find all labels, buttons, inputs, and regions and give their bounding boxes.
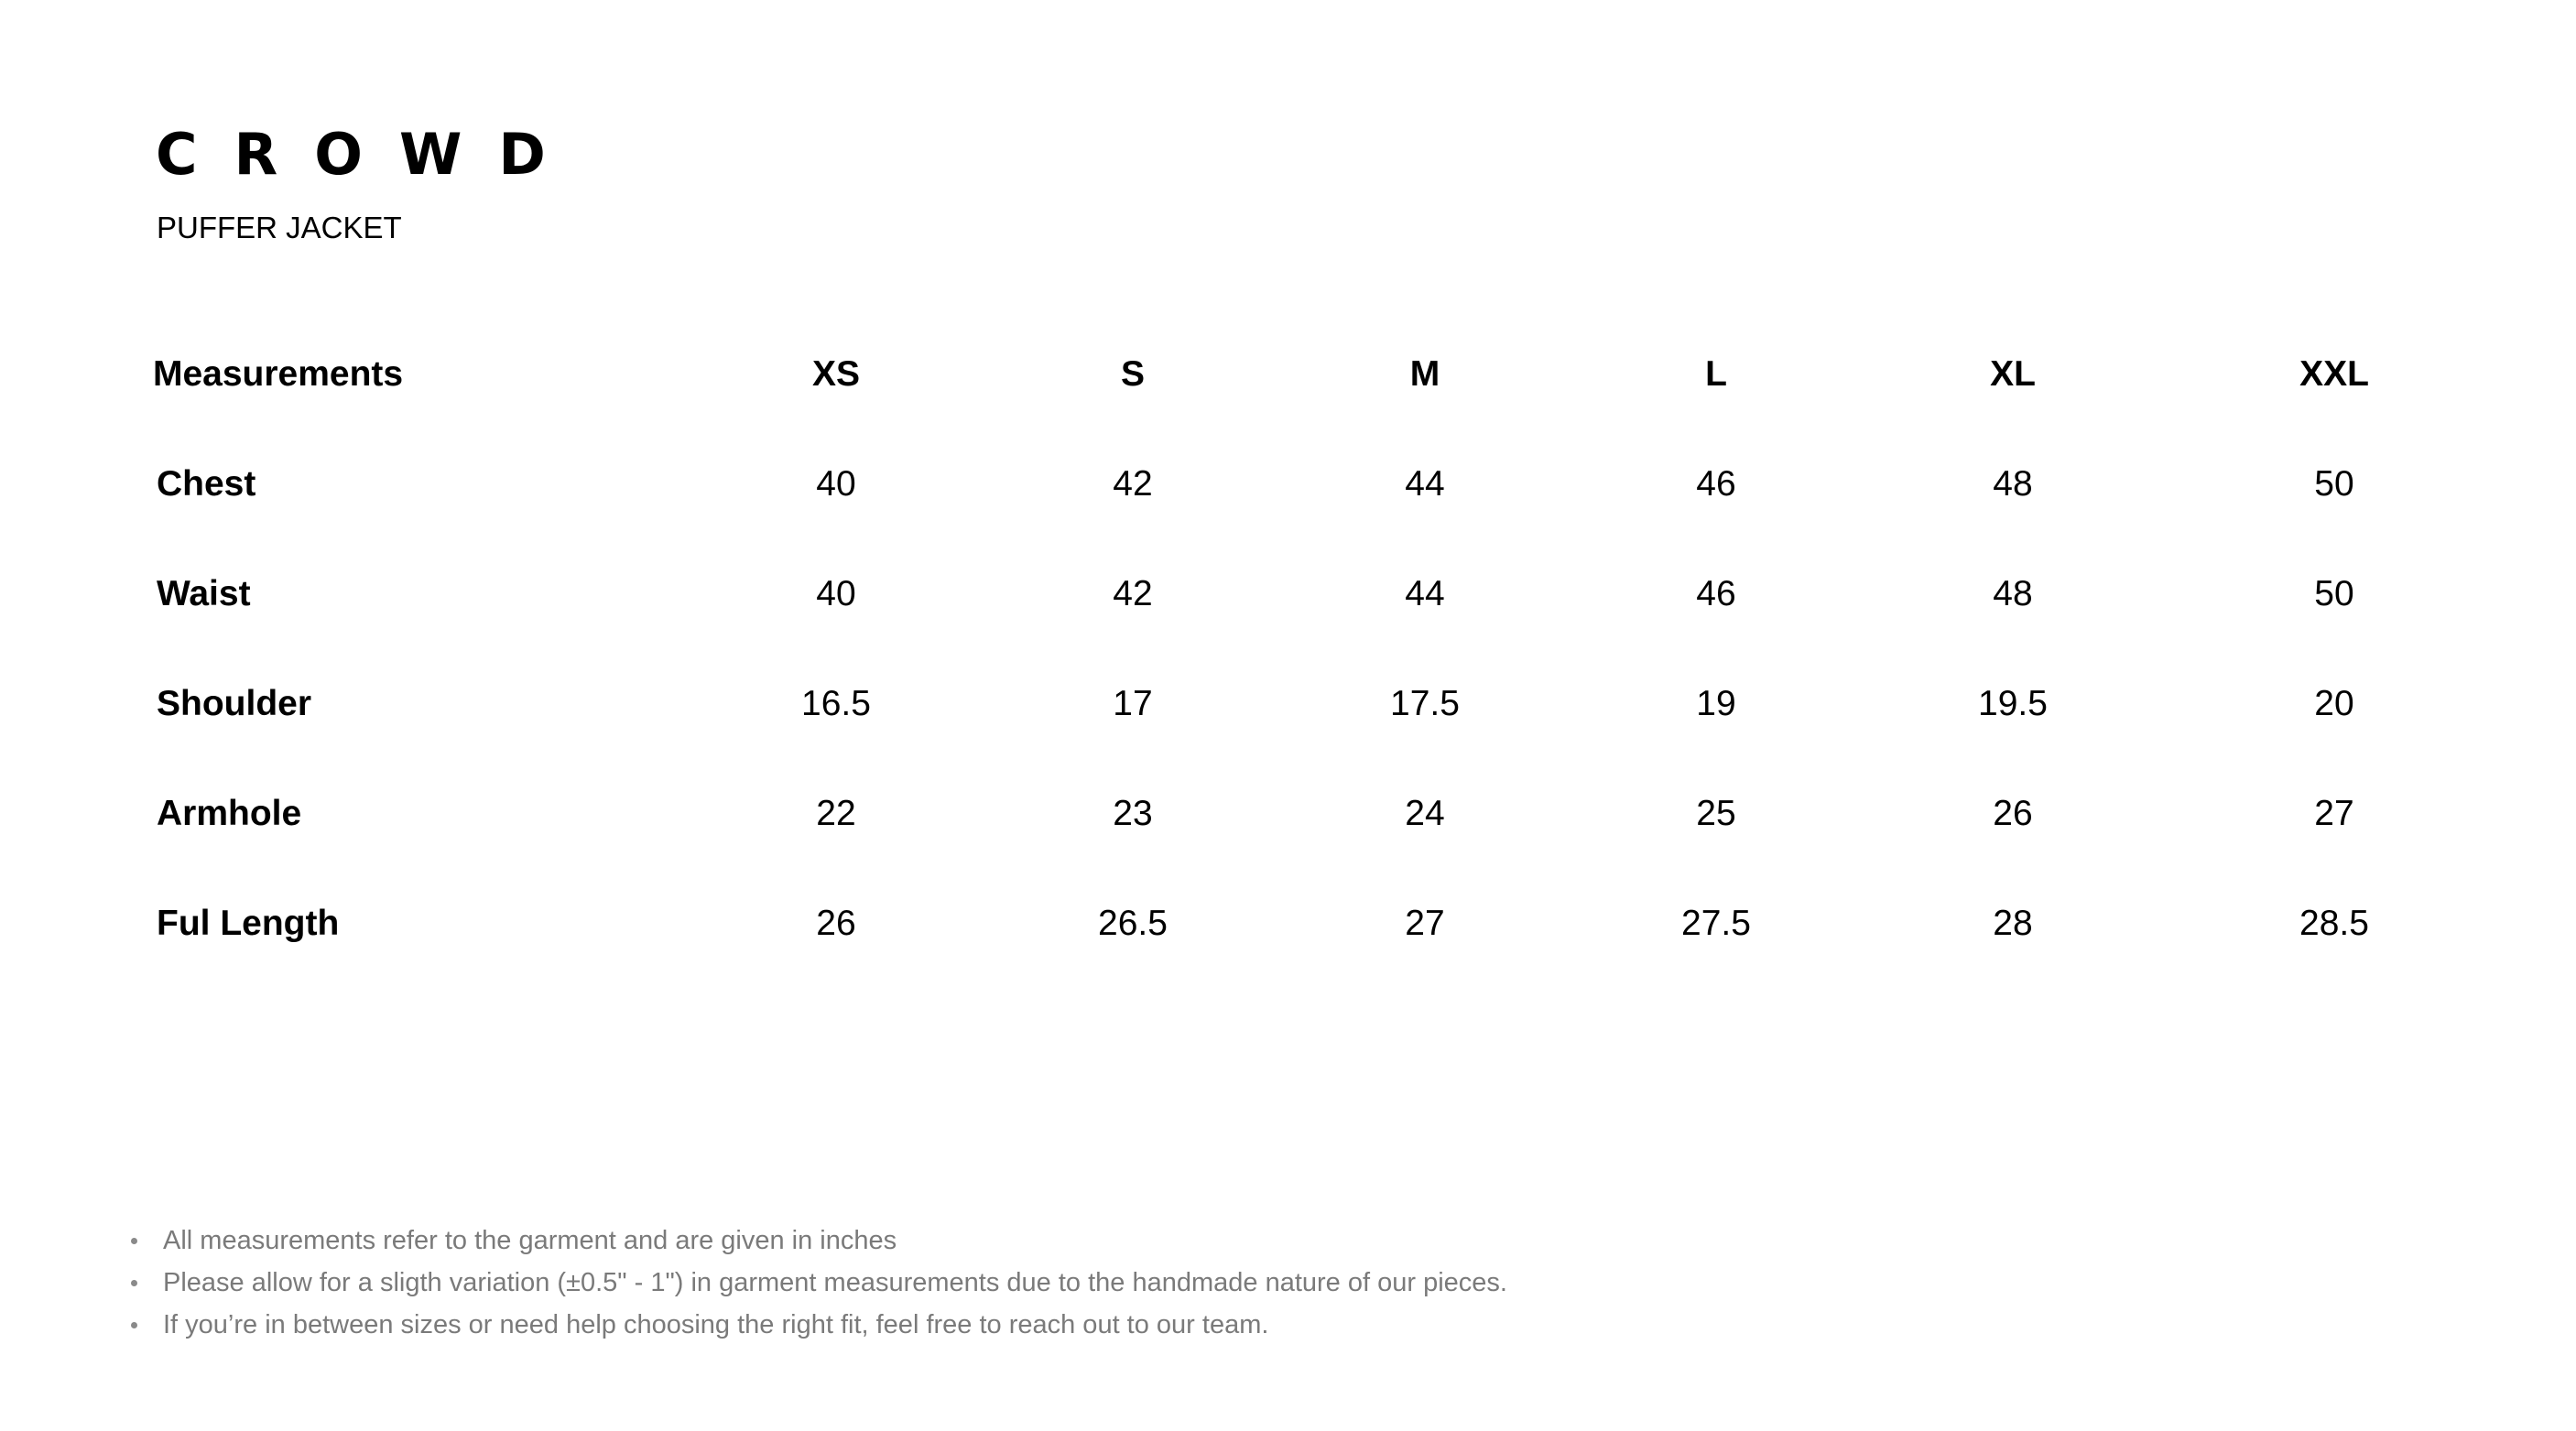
table-cell: 48 xyxy=(1993,574,2033,613)
row-label: Waist xyxy=(157,574,251,613)
table-cell: 27 xyxy=(2314,794,2354,833)
table-cell: 48 xyxy=(1993,464,2033,504)
table-cell: 22 xyxy=(816,794,856,833)
table-cell: 50 xyxy=(2314,574,2354,613)
row-label: Shoulder xyxy=(157,684,312,723)
bullet-icon xyxy=(131,1322,137,1328)
table-cell: 46 xyxy=(1696,574,1736,613)
bullet-icon xyxy=(131,1238,137,1244)
table-cell: 25 xyxy=(1696,794,1736,833)
sizing-notes-list xyxy=(128,1220,1507,1346)
table-cell: 40 xyxy=(816,464,856,504)
bullet-icon xyxy=(131,1280,137,1286)
table-row-waist xyxy=(0,567,2576,622)
row-label: Armhole xyxy=(157,794,302,833)
table-cell: 16.5 xyxy=(801,684,871,723)
table-cell: 50 xyxy=(2314,464,2354,504)
table-row-shoulder xyxy=(0,677,2576,732)
table-cell: 42 xyxy=(1113,464,1153,504)
size-header-m: M xyxy=(1409,354,1440,394)
table-cell: 28.5 xyxy=(2299,904,2369,943)
table-cell: 17 xyxy=(1113,684,1153,723)
table-cell: 19.5 xyxy=(1978,684,2048,723)
table-cell: 28 xyxy=(1993,904,2033,943)
list-item xyxy=(128,1262,1507,1304)
list-item xyxy=(128,1304,1507,1346)
table-cell: 24 xyxy=(1405,794,1445,833)
table-cell: 26 xyxy=(816,904,856,943)
table-header-row xyxy=(0,347,2576,402)
size-header-l: L xyxy=(1705,354,1727,394)
table-cell: 20 xyxy=(2314,684,2354,723)
measurements-header: Measurements xyxy=(153,354,404,394)
row-label: Ful Length xyxy=(157,904,340,943)
table-cell: 44 xyxy=(1405,464,1445,504)
size-header-xl: XL xyxy=(1990,354,2036,394)
table-cell: 42 xyxy=(1113,574,1153,613)
table-row-chest xyxy=(0,457,2576,512)
list-item xyxy=(128,1220,1507,1262)
table-cell: 27 xyxy=(1405,904,1445,943)
table-row-armhole xyxy=(0,786,2576,841)
note-text: If you’re in between sizes or need help choosing the right fit, feel free to reach out to our team. xyxy=(163,1310,1269,1339)
table-cell: 44 xyxy=(1405,574,1445,613)
table-cell: 17.5 xyxy=(1390,684,1460,723)
size-header-xs: XS xyxy=(811,354,861,394)
table-cell: 26 xyxy=(1993,794,2033,833)
table-cell: 40 xyxy=(816,574,856,613)
table-cell: 27.5 xyxy=(1681,904,1751,943)
note-text: All measurements refer to the garment and are given in inches xyxy=(163,1226,897,1255)
size-header-s: S xyxy=(1120,354,1146,394)
brand-logo: CROWD xyxy=(156,121,582,188)
product-name: PUFFER JACKET xyxy=(157,211,402,244)
size-header-xxl: XXL xyxy=(2299,354,2369,394)
table-cell: 19 xyxy=(1696,684,1736,723)
row-label: Chest xyxy=(157,464,256,504)
note-text: Please allow for a sligth variation (±0.5" - 1") in garment measurements due to the handmade nature of our pieces. xyxy=(163,1268,1507,1297)
table-row-full-length xyxy=(0,896,2576,951)
table-cell: 23 xyxy=(1113,794,1153,833)
table-cell: 46 xyxy=(1696,464,1736,504)
table-cell: 26.5 xyxy=(1098,904,1168,943)
